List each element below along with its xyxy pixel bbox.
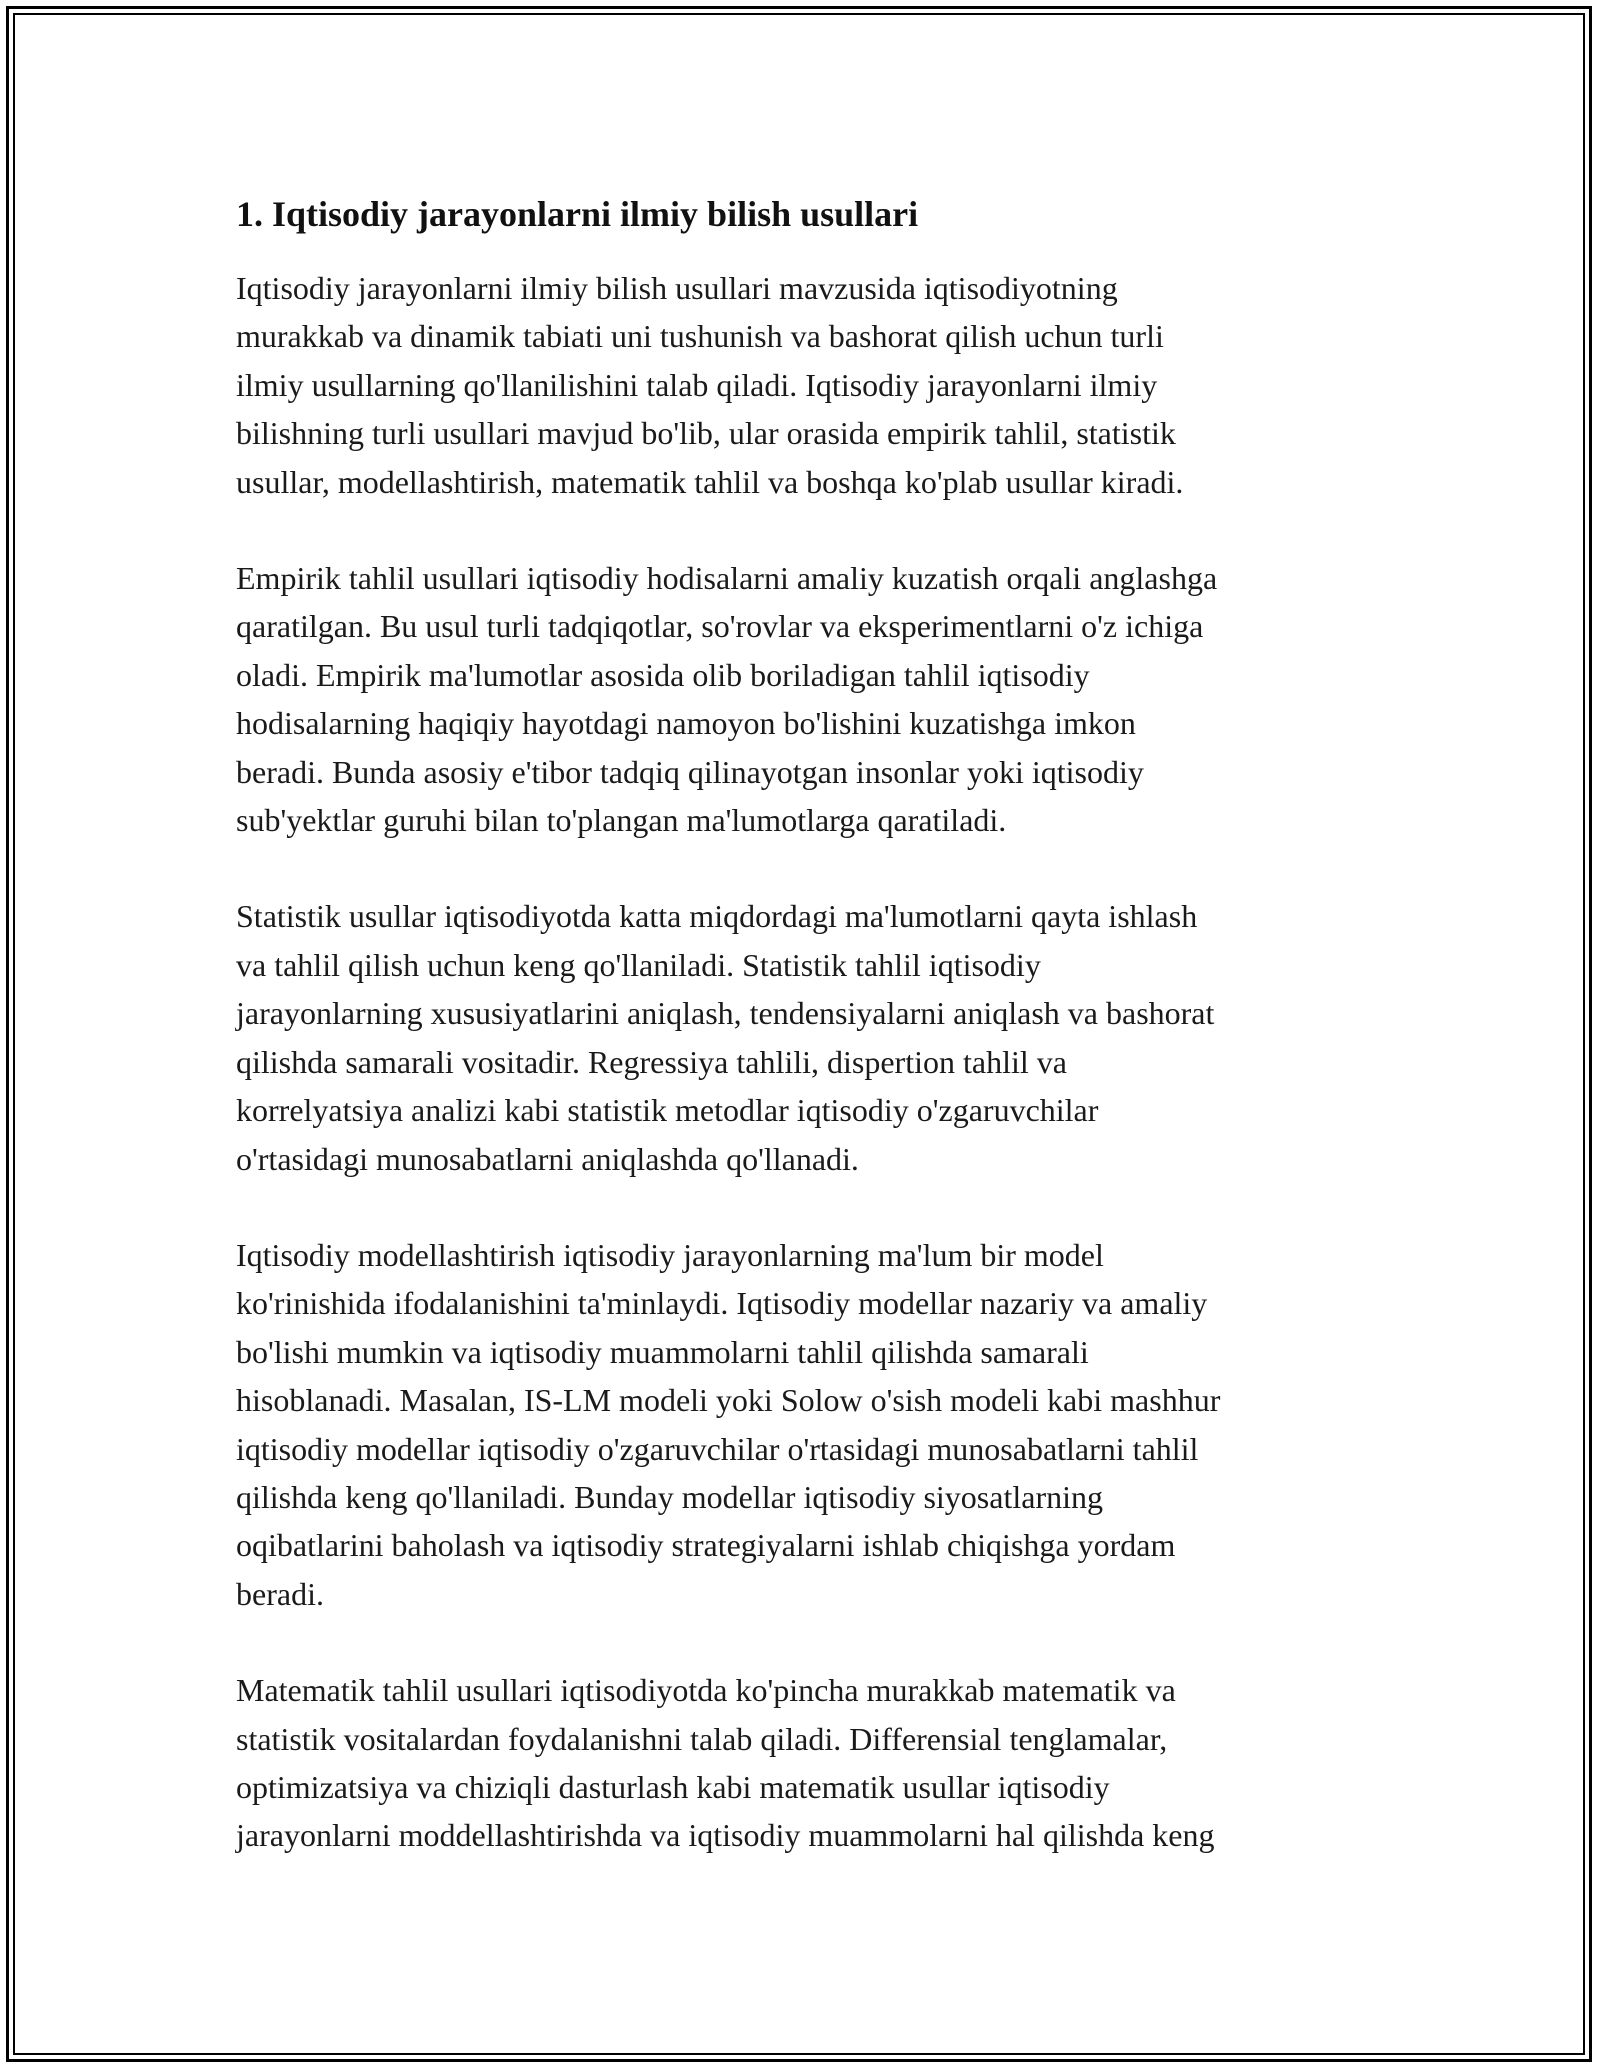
text-line: oladi. Empirik ma'lumotlar asosida olib boriladigan tahlil iqtisodiy	[236, 656, 1090, 693]
text-line: bo'lishi mumkin va iqtisodiy muammolarni tahlil qilishda samarali	[236, 1333, 1089, 1370]
paragraph	[236, 264, 1366, 506]
text-line: o'rtasidagi munosabatlarni aniqlashda qo'llanadi.	[236, 1140, 859, 1177]
text-line: va tahlil qilish uchun keng qo'llaniladi. Statistik tahlil iqtisodiy	[236, 946, 1041, 983]
text-line: sub'yektlar guruhi bilan to'plangan ma'lumotlarga qaratiladi.	[236, 802, 1007, 839]
text-line: statistik vositalardan foydalanishni talab qiladi. Differensial tenglamalar,	[236, 1720, 1168, 1757]
text-line: qilishda keng qo'llaniladi. Bunday modellar iqtisodiy siyosatlarning	[236, 1478, 1103, 1515]
text-line: Iqtisodiy jarayonlarni ilmiy bilish usullari mavzusida iqtisodiyotning	[236, 270, 1118, 306]
text-line: Empirik tahlil usullari iqtisodiy hodisalarni amaliy kuzatish orqali anglashga	[236, 560, 1218, 597]
text-line: bilishning turli usullari mavjud bo'lib, ular orasida empirik tahlil, statistik	[236, 415, 1176, 452]
text-line: Iqtisodiy modellashtirish iqtisodiy jarayonlarning ma'lum bir model	[236, 1236, 1104, 1273]
text-line: hodisalarning haqiqiy hayotdagi namoyon bo'lishini kuzatishga imkon	[236, 705, 1136, 742]
paragraph-list	[236, 264, 1366, 1860]
text-line: beradi. Bunda asosiy e'tibor tadqiq qilinayotgan insonlar yoki iqtisodiy	[236, 753, 1144, 790]
paragraph	[236, 892, 1366, 1182]
text-line: korrelyatsiya analizi kabi statistik metodlar iqtisodiy o'zgaruvchilar	[236, 1092, 1099, 1129]
text-line: qilishda samarali vositadir. Regressiya tahlili, dispertion tahlil va	[236, 1043, 1067, 1080]
text-line: iqtisodiy modellar iqtisodiy o'zgaruvchilar o'rtasidagi munosabatlarni tahlil	[236, 1430, 1199, 1467]
text-line: Matematik tahlil usullari iqtisodiyotda ko'pincha murakkab matematik va	[236, 1672, 1176, 1709]
document-body	[236, 188, 1366, 1908]
text-line: qaratilgan. Bu usul turli tadqiqotlar, so'rovlar va eksperimentlarni o'z ichiga	[236, 608, 1204, 645]
text-line: Statistik usullar iqtisodiyotda katta miqdordagi ma'lumotlarni qayta ishlash	[236, 898, 1198, 935]
text-line: murakkab va dinamik tabiati uni tushunish va bashorat qilish uchun turli	[236, 318, 1164, 355]
text-line: ilmiy usullarning qo'llanilishini talab qiladi. Iqtisodiy jarayonlarni ilmiy	[236, 366, 1158, 403]
text-line: usullar, modellashtirish, matematik tahlil va boshqa ko'plab usullar kiradi.	[236, 463, 1184, 500]
text-line: optimizatsiya va chiziqli dasturlash kabi matematik usullar iqtisodiy	[236, 1768, 1110, 1805]
paragraph	[236, 554, 1366, 844]
text-line: jarayonlarni moddellashtirishda va iqtisodiy muammolarni hal qilishda keng	[236, 1817, 1215, 1854]
paragraph	[236, 1231, 1366, 1618]
paragraph	[236, 1666, 1366, 1860]
text-line: ko'rinishida ifodalanishini ta'minlaydi. Iqtisodiy modellar nazariy va amaliy	[236, 1285, 1208, 1322]
text-line: oqibatlarini baholash va iqtisodiy strategiyalarni ishlab chiqishga yordam	[236, 1527, 1176, 1564]
text-line: hisoblanadi. Masalan, IS-LM modeli yoki Solow o'sish modeli kabi mashhur	[236, 1382, 1221, 1419]
text-line: jarayonlarning xususiyatlarini aniqlash, tendensiyalarni aniqlash va bashorat	[236, 995, 1215, 1032]
text-line: beradi.	[236, 1575, 324, 1612]
section-title: 1. Iqtisodiy jarayonlarni ilmiy bilish usullari	[236, 194, 919, 234]
